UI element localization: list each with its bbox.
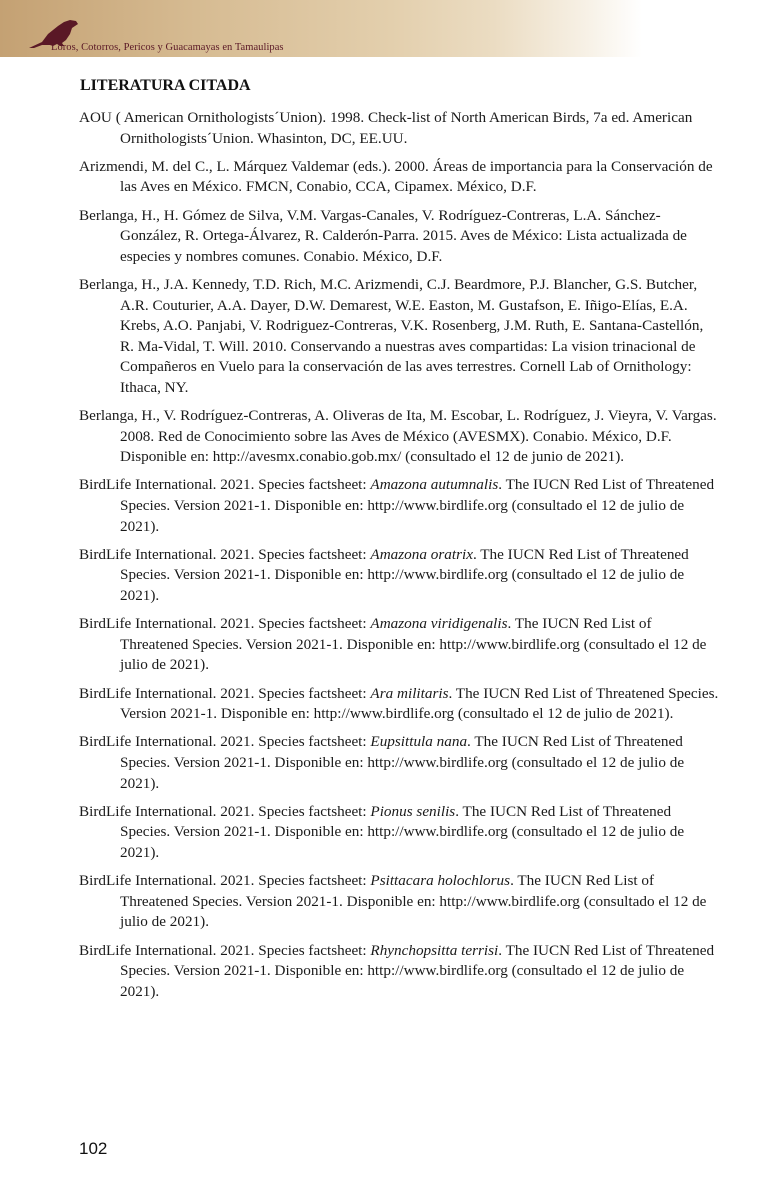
species-name: Ara militaris [370,684,449,702]
reference-item: BirdLife International. 2021. Species factsheet: Pionus senilis. The IUCN Red List of Threatened Species. Version 2021-1. Disponible en: http://www.birdlife.org (consultado el 12 de julio de 2021). [79,802,685,861]
running-title: Loros, Cotorros, Pericos y Guacamayas en Tamaulipas [51,42,284,53]
species-name: Amazona oratrix [370,545,473,563]
species-name: Pionus senilis [370,802,456,820]
reference-item: BirdLife International. 2021. Species factsheet: Amazona viridigenalis. The IUCN Red List of Threatened Species. Version 2021-1. Disponible en: http://www.birdlife.org (consultado el 12 de julio de 2021). [79,615,707,674]
species-name: Amazona autumnalis [370,476,499,494]
header-band [0,0,783,57]
reference-item: BirdLife International. 2021. Species factsheet: Amazona autumnalis. The IUCN Red List of Threatened Species. Version 2021-1. Disponible en: http://www.birdlife.org (consultado el 12 de julio de 2021). [79,476,715,535]
reference-list [79,108,719,1010]
species-name: Amazona viridigenalis [370,615,508,633]
reference-item: BirdLife International. 2021. Species factsheet: Psittacara holochlorus. The IUCN Red List of Threatened Species. Version 2021-1. Disponible en: http://www.birdlife.org (consultado el 12 de julio de 2021). [79,872,707,931]
reference-item: AOU ( American Ornithologists´Union). 1998. Check-list of North American Birds, 7a ed. American Ornithologists´Union. Whasinton, DC, EE.UU. [79,109,693,147]
reference-item: Berlanga, H., V. Rodríguez-Contreras, A. Oliveras de Ita, M. Escobar, L. Rodríguez, J. Vieyra, V. Vargas. 2008. Red de Conocimiento sobre las Aves de México (AVESMX). Conabio. México, D.F. Disponible en: http://avesmx.conabio.gob.mx/ (consultado el 12 de junio de 2021). [79,407,717,466]
section-title: LITERATURA CITADA [80,77,251,94]
species-name: Eupsittula nana [370,733,468,751]
reference-item: Berlanga, H., J.A. Kennedy, T.D. Rich, M.C. Arizmendi, C.J. Beardmore, P.J. Blancher, G.S. Butcher, A.R. Couturier, A.A. Dayer, D.W. Demarest, W.E. Easton, M. Gustafson, E. Iñigo-Elías, E.A. Krebs, A.O. Panjabi, V. Rodriguez-Contreras, V.K. Rosenberg, J.M. Ruth, E. Santana-Castellón, R. Ma-Vidal, T. Will. 2010. Conservando a nuestras aves compartidas: La vision trinacional de Compañeros en Vuelo para la conservación de las aves terrestres. Cornell Lab of Ornithology: Ithaca, NY. [79,275,704,396]
reference-item: Arizmendi, M. del C., L. Márquez Valdemar (eds.). 2000. Áreas de importancia para la Conservación de las Aves en México. FMCN, Conabio, CCA, Cipamex. México, D.F. [79,157,713,196]
reference-item: BirdLife International. 2021. Species factsheet: Ara militaris. The IUCN Red List of Threatened Species. Version 2021-1. Disponible en: http://www.birdlife.org (consultado el 12 de julio de 2021). [79,684,719,723]
species-name: Psittacara holochlorus [370,872,511,890]
species-name: Rhynchopsitta terrisi [370,941,499,959]
reference-item: BirdLife International. 2021. Species factsheet: Rhynchopsitta terrisi. The IUCN Red List of Threatened Species. Version 2021-1. Disponible en: http://www.birdlife.org (consultado el 12 de julio de 2021). [79,941,715,1000]
reference-item: Berlanga, H., H. Gómez de Silva, V.M. Vargas-Canales, V. Rodríguez-Contreras, L.A. Sánchez-González, R. Ortega-Álvarez, R. Calderón-Parra. 2015. Aves de México: Lista actualizada de especies y nombres comunes. Conabio. México, D.F. [79,206,687,265]
reference-item: BirdLife International. 2021. Species factsheet: Eupsittula nana. The IUCN Red List of Threatened Species. Version 2021-1. Disponible en: http://www.birdlife.org (consultado el 12 de julio de 2021). [79,733,685,792]
page-number: 102 [79,1139,108,1158]
reference-item: BirdLife International. 2021. Species factsheet: Amazona oratrix. The IUCN Red List of Threatened Species. Version 2021-1. Disponible en: http://www.birdlife.org (consultado el 12 de julio de 2021). [79,545,689,605]
